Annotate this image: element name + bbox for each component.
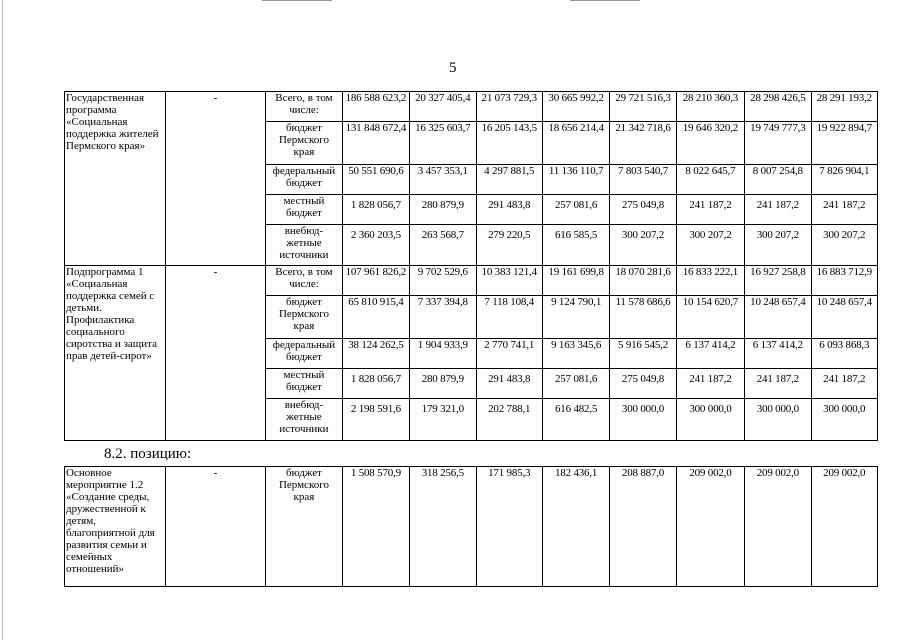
value-cell: 107 961 826,2 — [342, 266, 409, 296]
value-cell: 7 826 904,1 — [811, 165, 877, 195]
source-cell: бюджет Пермского края — [266, 296, 342, 339]
value-cell: 208 887,0 — [610, 467, 676, 587]
value-cell: 280 879,9 — [410, 369, 476, 399]
value-cell: 300 000,0 — [745, 399, 811, 441]
table-row — [65, 467, 878, 587]
value-cell: 10 383 121,4 — [476, 266, 542, 296]
value-cell: 209 002,0 — [676, 467, 744, 587]
activity-table — [64, 466, 878, 587]
table-row — [65, 266, 878, 296]
value-cell: 209 002,0 — [745, 467, 811, 587]
value-cell: 7 803 540,7 — [610, 165, 676, 195]
dash-cell: - — [165, 92, 266, 266]
value-cell: 300 207,2 — [745, 225, 811, 266]
value-cell: 300 207,2 — [610, 225, 676, 266]
source-cell: внебюд-жетные источники — [266, 399, 342, 441]
value-cell: 21 073 729,3 — [476, 92, 542, 122]
value-cell: 19 749 777,3 — [745, 122, 811, 165]
value-cell: 8 007 254,8 — [745, 165, 811, 195]
value-cell: 131 848 672,4 — [342, 122, 409, 165]
value-cell: 241 187,2 — [676, 369, 744, 399]
value-cell: 241 187,2 — [676, 195, 744, 225]
value-cell: 11 578 686,6 — [610, 296, 676, 339]
dash-cell: - — [165, 467, 266, 587]
value-cell: 300 207,2 — [676, 225, 744, 266]
value-cell: 616 585,5 — [542, 225, 609, 266]
value-cell: 291 483,8 — [476, 369, 542, 399]
value-cell: 9 163 345,6 — [542, 339, 609, 369]
value-cell: 241 187,2 — [745, 195, 811, 225]
value-cell: 300 000,0 — [610, 399, 676, 441]
value-cell: 16 927 258,8 — [745, 266, 811, 296]
value-cell: 7 118 108,4 — [476, 296, 542, 339]
value-cell: 20 327 405,4 — [410, 92, 476, 122]
value-cell: 291 483,8 — [476, 195, 542, 225]
value-cell: 241 187,2 — [811, 195, 877, 225]
value-cell: 263 568,7 — [410, 225, 476, 266]
value-cell: 257 081,6 — [542, 195, 609, 225]
value-cell: 7 337 394,8 — [410, 296, 476, 339]
value-cell: 19 646 320,2 — [676, 122, 744, 165]
funding-table — [64, 91, 878, 441]
value-cell: 179 321,0 — [410, 399, 476, 441]
value-cell: 28 210 360,3 — [676, 92, 744, 122]
value-cell: 38 124 262,5 — [342, 339, 409, 369]
value-cell: 209 002,0 — [811, 467, 877, 587]
value-cell: 300 000,0 — [676, 399, 744, 441]
subprogram-name: Подпрограмма 1 «Социальная поддержка семей с детьми. Профилактика социального сиротства и защита прав детей-сирот» — [65, 266, 166, 441]
source-cell: местный бюджет — [266, 369, 342, 399]
source-cell: местный бюджет — [266, 195, 342, 225]
value-cell: 280 879,9 — [410, 195, 476, 225]
value-cell: 9 124 790,1 — [542, 296, 609, 339]
value-cell: 19 922 894,7 — [811, 122, 877, 165]
value-cell: 241 187,2 — [745, 369, 811, 399]
value-cell: 275 049,8 — [610, 195, 676, 225]
value-cell: 11 136 110,7 — [542, 165, 609, 195]
value-cell: 1 904 933,9 — [410, 339, 476, 369]
value-cell: 3 457 353,1 — [410, 165, 476, 195]
value-cell: 171 985,3 — [476, 467, 542, 587]
value-cell: 186 588 623,2 — [342, 92, 409, 122]
value-cell: 257 081,6 — [542, 369, 609, 399]
left-edge-line — [2, 0, 3, 640]
source-cell: бюджет Пермского края — [266, 122, 342, 165]
value-cell: 10 248 657,4 — [811, 296, 877, 339]
value-cell: 10 248 657,4 — [745, 296, 811, 339]
section-caption: 8.2. позицию: — [104, 446, 192, 462]
top-edge-line-right — [570, 0, 640, 1]
dash-cell: - — [165, 266, 266, 441]
value-cell: 182 436,1 — [542, 467, 609, 587]
value-cell: 16 325 603,7 — [410, 122, 476, 165]
value-cell: 29 721 516,3 — [610, 92, 676, 122]
value-cell: 50 551 690,6 — [342, 165, 409, 195]
value-cell: 6 137 414,2 — [676, 339, 744, 369]
value-cell: 28 291 193,2 — [811, 92, 877, 122]
value-cell: 202 788,1 — [476, 399, 542, 441]
page-number: 5 — [449, 60, 457, 76]
value-cell: 16 883 712,9 — [811, 266, 877, 296]
value-cell: 2 770 741,1 — [476, 339, 542, 369]
value-cell: 1 508 570,9 — [342, 467, 409, 587]
source-cell: бюджет Пермского края — [266, 467, 342, 587]
value-cell: 1 828 056,7 — [342, 195, 409, 225]
value-cell: 19 161 699,8 — [542, 266, 609, 296]
source-cell: внебюд-жетные источники — [266, 225, 342, 266]
value-cell: 300 207,2 — [811, 225, 877, 266]
value-cell: 8 022 645,7 — [676, 165, 744, 195]
source-cell: федеральный бюджет — [266, 165, 342, 195]
value-cell: 4 297 881,5 — [476, 165, 542, 195]
value-cell: 18 070 281,6 — [610, 266, 676, 296]
program-name: Государственная программа «Социальная поддержка жителей Пермского края» — [65, 92, 166, 266]
value-cell: 5 916 545,2 — [610, 339, 676, 369]
value-cell: 65 810 915,4 — [342, 296, 409, 339]
value-cell: 28 298 426,5 — [745, 92, 811, 122]
source-cell: федеральный бюджет — [266, 339, 342, 369]
value-cell: 616 482,5 — [542, 399, 609, 441]
value-cell: 279 220,5 — [476, 225, 542, 266]
value-cell: 30 665 992,2 — [542, 92, 609, 122]
value-cell: 16 205 143,5 — [476, 122, 542, 165]
value-cell: 2 198 591,6 — [342, 399, 409, 441]
value-cell: 6 093 868,3 — [811, 339, 877, 369]
value-cell: 9 702 529,6 — [410, 266, 476, 296]
value-cell: 241 187,2 — [811, 369, 877, 399]
value-cell: 21 342 718,6 — [610, 122, 676, 165]
table-row — [65, 92, 878, 122]
value-cell: 275 049,8 — [610, 369, 676, 399]
activity-name: Основное мероприятие 1.2 «Создание среды, дружественной к детям, благоприятной для развития семьи и семейных отношений» — [65, 467, 166, 587]
source-cell: Всего, в том числе: — [266, 266, 342, 296]
value-cell: 300 000,0 — [811, 399, 877, 441]
value-cell: 6 137 414,2 — [745, 339, 811, 369]
value-cell: 18 656 214,4 — [542, 122, 609, 165]
source-cell: Всего, в том числе: — [266, 92, 342, 122]
value-cell: 2 360 203,5 — [342, 225, 409, 266]
value-cell: 10 154 620,7 — [676, 296, 744, 339]
value-cell: 318 256,5 — [410, 467, 476, 587]
value-cell: 16 833 222,1 — [676, 266, 744, 296]
value-cell: 1 828 056,7 — [342, 369, 409, 399]
top-edge-line-left — [262, 0, 332, 1]
